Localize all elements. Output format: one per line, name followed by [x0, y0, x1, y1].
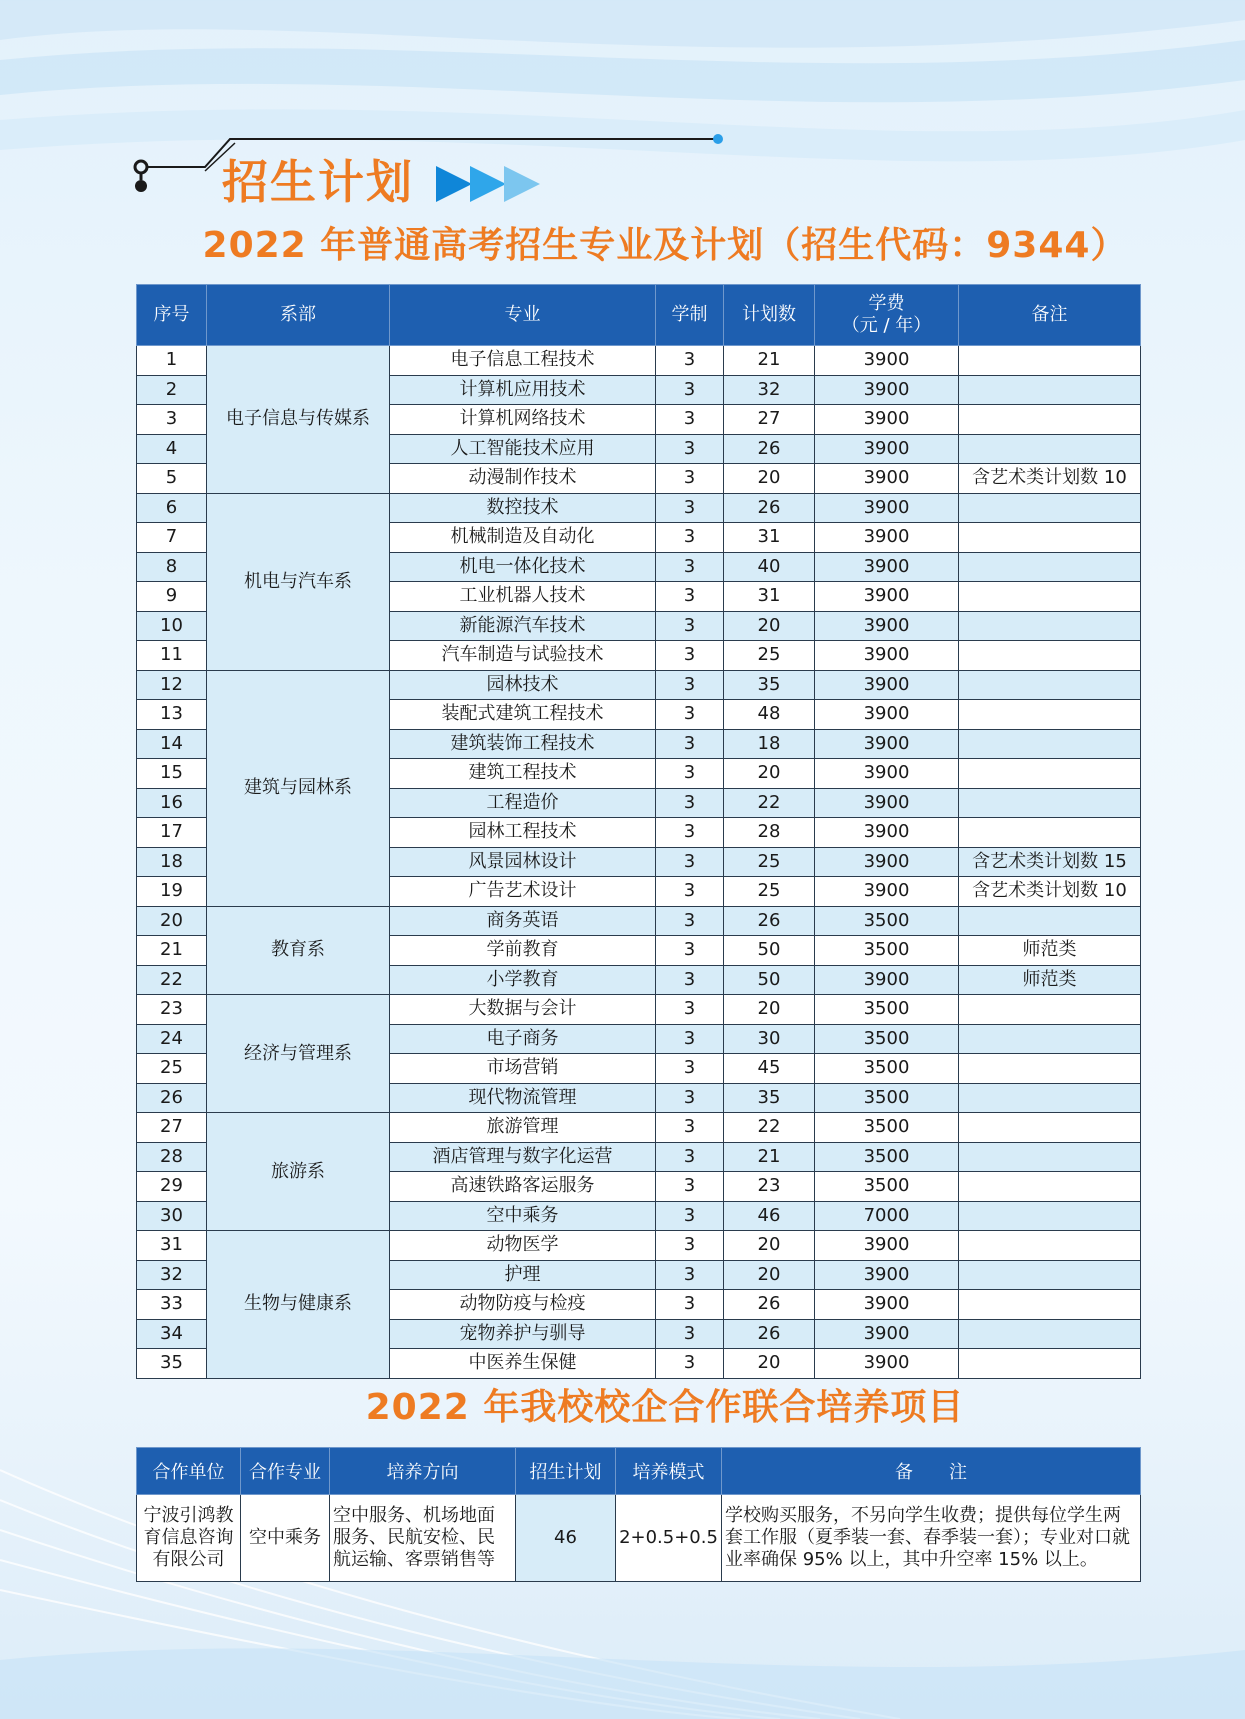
cell-years: 3: [656, 1231, 724, 1261]
cell-count: 20: [724, 611, 815, 641]
cell-no: 16: [137, 788, 207, 818]
cell-fee: 3900: [815, 493, 959, 523]
title-decoration: [130, 125, 730, 195]
cell-major: 工业机器人技术: [390, 582, 656, 612]
cell-fee: 3900: [815, 1319, 959, 1349]
cell-note: [959, 1201, 1141, 1231]
cell-note: [959, 729, 1141, 759]
cell-major: 机械制造及自动化: [390, 523, 656, 553]
cell-no: 11: [137, 641, 207, 671]
header-fee-line1: 学费: [868, 293, 905, 314]
cell-major: 风景园林设计: [390, 847, 656, 877]
cell-fee: 3500: [815, 1024, 959, 1054]
cell-dept: 建筑与园林系: [207, 670, 390, 906]
cell-note: [959, 1260, 1141, 1290]
enrollment-plan-table: [136, 284, 1141, 1379]
coop-partner: 宁波引鸿教育信息咨询有限公司: [137, 1495, 241, 1582]
cell-years: 3: [656, 1113, 724, 1143]
cell-major: 计算机应用技术: [390, 375, 656, 405]
cell-count: 31: [724, 523, 815, 553]
cell-count: 26: [724, 1319, 815, 1349]
header-mode: 培养模式: [616, 1448, 722, 1495]
cell-count: 22: [724, 1113, 815, 1143]
cell-count: 45: [724, 1054, 815, 1084]
header-partner: 合作单位: [137, 1448, 241, 1495]
cell-major: 宠物养护与驯导: [390, 1319, 656, 1349]
cell-fee: 3900: [815, 611, 959, 641]
cell-dept: 生物与健康系: [207, 1231, 390, 1379]
cell-years: 3: [656, 1054, 724, 1084]
cell-note: [959, 759, 1141, 789]
cell-major: 数控技术: [390, 493, 656, 523]
cell-years: 3: [656, 818, 724, 848]
cell-no: 18: [137, 847, 207, 877]
cell-years: 3: [656, 1142, 724, 1172]
cell-major: 机电一体化技术: [390, 552, 656, 582]
cell-note: [959, 1172, 1141, 1202]
section-title: 招生计划: [222, 155, 414, 209]
cell-major: 建筑工程技术: [390, 759, 656, 789]
cell-years: 3: [656, 1260, 724, 1290]
cell-no: 30: [137, 1201, 207, 1231]
cell-years: 3: [656, 1319, 724, 1349]
cell-fee: 3500: [815, 1172, 959, 1202]
cell-count: 22: [724, 788, 815, 818]
cell-years: 3: [656, 729, 724, 759]
cell-fee: 3500: [815, 1083, 959, 1113]
cell-note: [959, 818, 1141, 848]
cell-fee: 3900: [815, 1349, 959, 1379]
cell-no: 33: [137, 1290, 207, 1320]
cell-no: 34: [137, 1319, 207, 1349]
cell-count: 31: [724, 582, 815, 612]
cell-count: 20: [724, 1231, 815, 1261]
cell-no: 19: [137, 877, 207, 907]
cell-years: 3: [656, 611, 724, 641]
cell-no: 31: [137, 1231, 207, 1261]
cell-major: 酒店管理与数字化运营: [390, 1142, 656, 1172]
cell-years: 3: [656, 1083, 724, 1113]
cell-count: 20: [724, 464, 815, 494]
header-major: 专业: [390, 285, 656, 346]
cell-years: 3: [656, 670, 724, 700]
cell-no: 2: [137, 375, 207, 405]
header-note: 备注: [959, 285, 1141, 346]
cell-count: 40: [724, 552, 815, 582]
cell-major: 动漫制作技术: [390, 464, 656, 494]
coop-direction: 空中服务、机场地面服务、民航安检、民航运输、客票销售等: [330, 1495, 516, 1582]
cell-fee: 3900: [815, 877, 959, 907]
cell-years: 3: [656, 582, 724, 612]
cell-fee: 3500: [815, 1113, 959, 1143]
cell-fee: 3900: [815, 1231, 959, 1261]
cell-fee: 3900: [815, 464, 959, 494]
cell-note: [959, 1083, 1141, 1113]
cell-count: 35: [724, 1083, 815, 1113]
table-row: [137, 1231, 1141, 1261]
cell-fee: 3900: [815, 759, 959, 789]
cell-major: 小学教育: [390, 965, 656, 995]
cell-fee: 3500: [815, 906, 959, 936]
cell-major: 广告艺术设计: [390, 877, 656, 907]
cell-no: 26: [137, 1083, 207, 1113]
cell-fee: 3900: [815, 405, 959, 435]
cell-fee: 3900: [815, 729, 959, 759]
cell-no: 17: [137, 818, 207, 848]
cell-note: [959, 1349, 1141, 1379]
cell-note: [959, 788, 1141, 818]
cell-note: 含艺术类计划数 15: [959, 847, 1141, 877]
header-coop-major: 合作专业: [241, 1448, 330, 1495]
cell-years: 3: [656, 700, 724, 730]
cell-major: 大数据与会计: [390, 995, 656, 1025]
cell-fee: 3900: [815, 523, 959, 553]
cell-years: 3: [656, 1290, 724, 1320]
cell-no: 1: [137, 346, 207, 376]
cell-years: 3: [656, 523, 724, 553]
cell-no: 24: [137, 1024, 207, 1054]
cell-major: 园林工程技术: [390, 818, 656, 848]
cell-note: [959, 1142, 1141, 1172]
cell-fee: 3900: [815, 670, 959, 700]
arrow-icon: [434, 164, 544, 204]
cell-major: 人工智能技术应用: [390, 434, 656, 464]
header-fee-line2: （元 / 年）: [841, 315, 932, 336]
cell-major: 高速铁路客运服务: [390, 1172, 656, 1202]
cell-major: 商务英语: [390, 906, 656, 936]
cell-count: 20: [724, 995, 815, 1025]
cell-note: [959, 523, 1141, 553]
cell-dept: 电子信息与传媒系: [207, 346, 390, 494]
cell-no: 3: [137, 405, 207, 435]
cell-dept: 机电与汽车系: [207, 493, 390, 670]
cell-note: [959, 582, 1141, 612]
cell-major: 装配式建筑工程技术: [390, 700, 656, 730]
cell-fee: 3900: [815, 818, 959, 848]
cell-major: 园林技术: [390, 670, 656, 700]
cell-note: [959, 1113, 1141, 1143]
cell-no: 23: [137, 995, 207, 1025]
cell-note: [959, 434, 1141, 464]
cell-dept: 经济与管理系: [207, 995, 390, 1113]
cell-note: [959, 375, 1141, 405]
cell-major: 旅游管理: [390, 1113, 656, 1143]
cell-no: 28: [137, 1142, 207, 1172]
cell-no: 6: [137, 493, 207, 523]
cell-count: 26: [724, 434, 815, 464]
cell-major: 汽车制造与试验技术: [390, 641, 656, 671]
cell-years: 3: [656, 788, 724, 818]
cell-note: [959, 1054, 1141, 1084]
cell-no: 32: [137, 1260, 207, 1290]
cell-years: 3: [656, 906, 724, 936]
cell-note: [959, 611, 1141, 641]
cell-count: 25: [724, 877, 815, 907]
cell-major: 动物防疫与检疫: [390, 1290, 656, 1320]
cell-note: [959, 670, 1141, 700]
cell-count: 21: [724, 1142, 815, 1172]
header-years: 学制: [656, 285, 724, 346]
table-header-row: [137, 285, 1141, 346]
cell-no: 15: [137, 759, 207, 789]
cell-no: 7: [137, 523, 207, 553]
table-row: [137, 346, 1141, 376]
cell-no: 21: [137, 936, 207, 966]
cell-years: 3: [656, 936, 724, 966]
cell-note: [959, 906, 1141, 936]
cooperation-table: [136, 1447, 1141, 1582]
cell-count: 35: [724, 670, 815, 700]
cell-note: [959, 552, 1141, 582]
cell-count: 26: [724, 1290, 815, 1320]
cell-fee: 3900: [815, 700, 959, 730]
cell-fee: 3500: [815, 995, 959, 1025]
cell-no: 29: [137, 1172, 207, 1202]
cell-note: [959, 1231, 1141, 1261]
cell-years: 3: [656, 375, 724, 405]
cell-years: 3: [656, 1349, 724, 1379]
cell-note: [959, 1319, 1141, 1349]
cell-count: 50: [724, 936, 815, 966]
cell-count: 25: [724, 847, 815, 877]
coop-major: 空中乘务: [241, 1495, 330, 1582]
cell-count: 20: [724, 1260, 815, 1290]
cell-no: 9: [137, 582, 207, 612]
cell-count: 25: [724, 641, 815, 671]
cell-years: 3: [656, 965, 724, 995]
cell-no: 20: [137, 906, 207, 936]
cell-years: 3: [656, 641, 724, 671]
coop-mode: 2+0.5+0.5: [616, 1495, 722, 1582]
cell-major: 护理: [390, 1260, 656, 1290]
cell-note: 含艺术类计划数 10: [959, 877, 1141, 907]
cell-fee: 3900: [815, 552, 959, 582]
cell-note: [959, 1290, 1141, 1320]
cell-count: 23: [724, 1172, 815, 1202]
cell-major: 工程造价: [390, 788, 656, 818]
cell-fee: 3500: [815, 1054, 959, 1084]
cell-no: 14: [137, 729, 207, 759]
table-row: [137, 995, 1141, 1025]
cell-count: 30: [724, 1024, 815, 1054]
cell-fee: 3900: [815, 847, 959, 877]
cell-count: 46: [724, 1201, 815, 1231]
cell-years: 3: [656, 759, 724, 789]
table-header-row: [137, 1448, 1141, 1495]
cell-fee: 3900: [815, 1260, 959, 1290]
cell-note: [959, 493, 1141, 523]
cell-fee: 3900: [815, 582, 959, 612]
table-row: [137, 1113, 1141, 1143]
plan-table-title: 2022 年普通高考招生专业及计划（招生代码：9344）: [202, 225, 1128, 266]
cell-years: 3: [656, 1201, 724, 1231]
cell-major: 学前教育: [390, 936, 656, 966]
cell-fee: 3900: [815, 788, 959, 818]
cell-fee: 3900: [815, 434, 959, 464]
cell-fee: 3500: [815, 936, 959, 966]
cell-major: 新能源汽车技术: [390, 611, 656, 641]
cell-major: 建筑装饰工程技术: [390, 729, 656, 759]
cell-note: [959, 995, 1141, 1025]
cell-no: 13: [137, 700, 207, 730]
cell-fee: 3900: [815, 346, 959, 376]
header-fee: [815, 285, 959, 346]
coop-table-title: 2022 年我校校企合作联合培养项目: [365, 1387, 965, 1428]
cell-count: 26: [724, 906, 815, 936]
cell-no: 5: [137, 464, 207, 494]
table-row: [137, 906, 1141, 936]
cell-count: 20: [724, 1349, 815, 1379]
header-count: 计划数: [724, 285, 815, 346]
cell-fee: 3900: [815, 1290, 959, 1320]
cell-fee: 3900: [815, 641, 959, 671]
cell-major: 中医养生保健: [390, 1349, 656, 1379]
cell-major: 现代物流管理: [390, 1083, 656, 1113]
header-plan: 招生计划: [516, 1448, 616, 1495]
cell-fee: 3900: [815, 965, 959, 995]
cell-years: 3: [656, 346, 724, 376]
cell-fee: 7000: [815, 1201, 959, 1231]
cell-years: 3: [656, 405, 724, 435]
cell-count: 20: [724, 759, 815, 789]
cell-note: 师范类: [959, 965, 1141, 995]
cell-major: 电子信息工程技术: [390, 346, 656, 376]
cell-major: 计算机网络技术: [390, 405, 656, 435]
cell-years: 3: [656, 877, 724, 907]
cell-years: 3: [656, 995, 724, 1025]
cell-no: 8: [137, 552, 207, 582]
cell-note: [959, 700, 1141, 730]
cell-count: 26: [724, 493, 815, 523]
plan-table-body: [137, 346, 1141, 1379]
cell-count: 28: [724, 818, 815, 848]
cell-no: 12: [137, 670, 207, 700]
header-coop-note: 备 注: [722, 1448, 1141, 1495]
cell-fee: 3500: [815, 1142, 959, 1172]
cell-note: [959, 641, 1141, 671]
cell-major: 动物医学: [390, 1231, 656, 1261]
coop-note: 学校购买服务，不另向学生收费；提供每位学生两套工作服（夏季装一套、春季装一套）；专业对口就业率确保 95% 以上，其中升空率 15% 以上。: [722, 1495, 1141, 1582]
cell-note: [959, 1024, 1141, 1054]
header-dept: 系部: [207, 285, 390, 346]
coop-plan: 46: [516, 1495, 616, 1582]
cell-years: 3: [656, 493, 724, 523]
cell-note: [959, 405, 1141, 435]
cell-no: 35: [137, 1349, 207, 1379]
table-row: [137, 493, 1141, 523]
cell-years: 3: [656, 1024, 724, 1054]
cell-fee: 3900: [815, 375, 959, 405]
header-no: 序号: [137, 285, 207, 346]
cell-major: 电子商务: [390, 1024, 656, 1054]
cell-years: 3: [656, 434, 724, 464]
cell-no: 25: [137, 1054, 207, 1084]
cell-count: 32: [724, 375, 815, 405]
table-row: [137, 670, 1141, 700]
header-direction: 培养方向: [330, 1448, 516, 1495]
table-row: [137, 1495, 1141, 1582]
cell-count: 18: [724, 729, 815, 759]
cell-count: 21: [724, 346, 815, 376]
cell-count: 50: [724, 965, 815, 995]
cell-count: 27: [724, 405, 815, 435]
cell-no: 4: [137, 434, 207, 464]
cell-years: 3: [656, 847, 724, 877]
cell-dept: 教育系: [207, 906, 390, 995]
cell-years: 3: [656, 552, 724, 582]
cell-note: 含艺术类计划数 10: [959, 464, 1141, 494]
cell-dept: 旅游系: [207, 1113, 390, 1231]
cell-count: 48: [724, 700, 815, 730]
cell-years: 3: [656, 1172, 724, 1202]
cell-no: 10: [137, 611, 207, 641]
cell-years: 3: [656, 464, 724, 494]
cell-major: 市场营销: [390, 1054, 656, 1084]
cell-note: [959, 346, 1141, 376]
cell-no: 27: [137, 1113, 207, 1143]
cell-note: 师范类: [959, 936, 1141, 966]
cell-no: 22: [137, 965, 207, 995]
cell-major: 空中乘务: [390, 1201, 656, 1231]
